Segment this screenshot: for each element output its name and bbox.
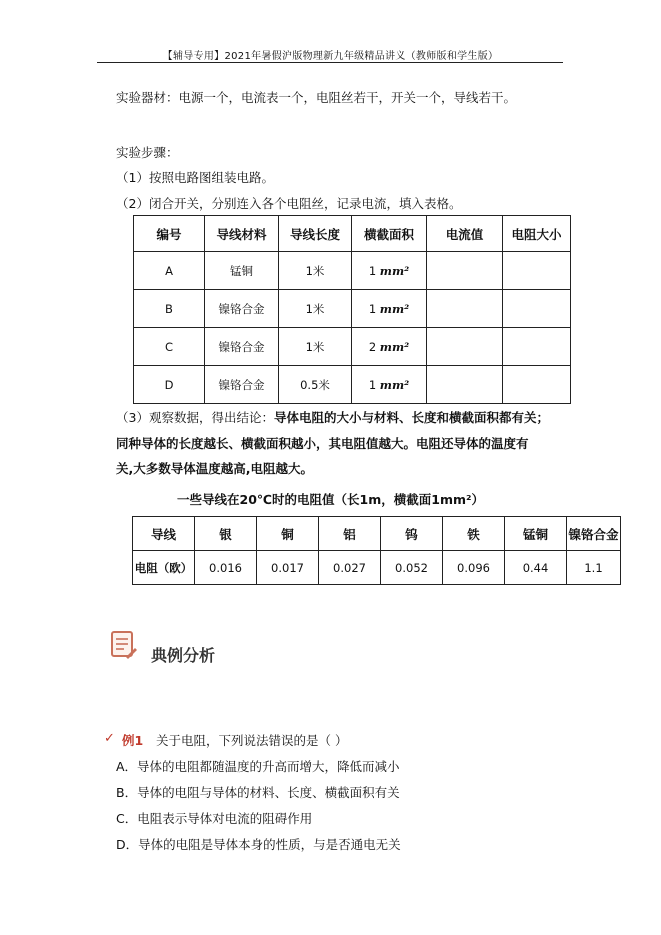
step-1: （1）按照电路图组装电路。 [116,170,274,185]
value-cell: 0.017 [257,551,319,585]
value-cell: 0.44 [505,551,567,585]
step-3-line-1 [116,408,549,426]
row-resistance [503,366,571,404]
conclusion-part-2: 同种导体的长度越长、横截面积越小，其电阻值越大。电阻还导体的温度有 [116,436,529,451]
row-length: 1米 [279,328,352,366]
row-current [427,328,503,366]
conclusion-part-3: 关,大多数导体温度越高,电阻越大。 [116,461,313,476]
value-cell: 0.016 [195,551,257,585]
area-unit: mm² [379,377,410,392]
option-d: D．导体的电阻是导体本身的性质，与是否通电无关 [116,837,401,852]
area-value: 2 [368,339,377,354]
row-id: C [134,328,205,366]
header-cell: 导线材料 [205,216,279,252]
row-area [352,366,427,404]
table-row [134,290,571,328]
row-length: 0.5米 [279,366,352,404]
header-cell: 铜 [257,517,319,551]
table-row [133,551,621,585]
conclusion-part-1: 导体电阻的大小与材料、长度和横截面积都有关； [273,410,549,425]
area-value: 1 [368,377,377,392]
row-length: 1米 [279,290,352,328]
row-material: 镍铬合金 [205,290,279,328]
steps-title: 实验步骤： [116,145,179,160]
row-material: 锰铜 [205,252,279,290]
option-b: B．导体的电阻与导体的材料、长度、横截面积有关 [116,785,400,800]
row-area [352,290,427,328]
header-cell: 电流值 [427,216,503,252]
step-2: （2）闭合开关，分别连入各个电阻丝，记录电流，填入表格。 [116,196,462,211]
experiment-table [133,215,571,404]
value-cell: 0.096 [443,551,505,585]
row-resistance [503,328,571,366]
header-cell: 横截面积 [352,216,427,252]
row-id: A [134,252,205,290]
row-id: D [134,366,205,404]
row-area [352,252,427,290]
value-cell: 1.1 [567,551,621,585]
header-cell: 锰铜 [505,517,567,551]
row-material: 镍铬合金 [205,366,279,404]
value-cell: 0.027 [319,551,381,585]
row-id: B [134,290,205,328]
row-material: 镍铬合金 [205,328,279,366]
option-a: A．导体的电阻都随温度的升高而增大，降低而减小 [116,759,400,774]
header-cell: 编号 [134,216,205,252]
area-value: 1 [368,263,377,278]
page-header: 【辅导专用】2021年暑假沪版物理新九年级精品讲义（教师版和学生版） [162,51,499,62]
row-length: 1米 [279,252,352,290]
area-unit: mm² [379,263,410,278]
check-icon: ✓ [104,731,115,746]
area-value: 1 [368,301,377,316]
header-cell: 钨 [381,517,443,551]
row-current [427,290,503,328]
value-cell: 0.052 [381,551,443,585]
row-current [427,252,503,290]
area-unit: mm² [379,301,410,316]
header-cell: 导线长度 [279,216,352,252]
table-row [134,252,571,290]
header-divider [97,62,563,63]
step-3-prefix: （3）观察数据，得出结论： [116,410,274,425]
header-cell: 导线 [133,517,195,551]
header-cell: 镍铬合金 [567,517,621,551]
table-row [134,366,571,404]
row-area [352,328,427,366]
header-cell: 银 [195,517,257,551]
example-question: 关于电阻，下列说法错误的是（ ） [156,733,348,748]
materials-text: 实验器材：电源一个，电流表一个，电阻丝若干，开关一个，导线若干。 [116,90,517,105]
header-cell: 铁 [443,517,505,551]
header-cell: 电阻大小 [503,216,571,252]
row-resistance [503,290,571,328]
resistance-table-caption: 一些导线在20℃时的电阻值（长1m，横截面1mm²） [177,492,484,507]
example-label: 例1 [122,733,144,748]
section-title: 典例分析 [151,646,216,665]
table-row [134,328,571,366]
row-resistance [503,252,571,290]
row-label: 电阻（欧） [133,551,195,585]
resistance-table-header [133,517,621,551]
notepad-icon [110,630,138,660]
option-c: C．电阻表示导体对电流的阻碍作用 [116,811,313,826]
row-current [427,366,503,404]
header-cell: 铝 [319,517,381,551]
experiment-table-header [134,216,571,252]
area-unit: mm² [379,339,410,354]
resistance-table [132,516,621,585]
